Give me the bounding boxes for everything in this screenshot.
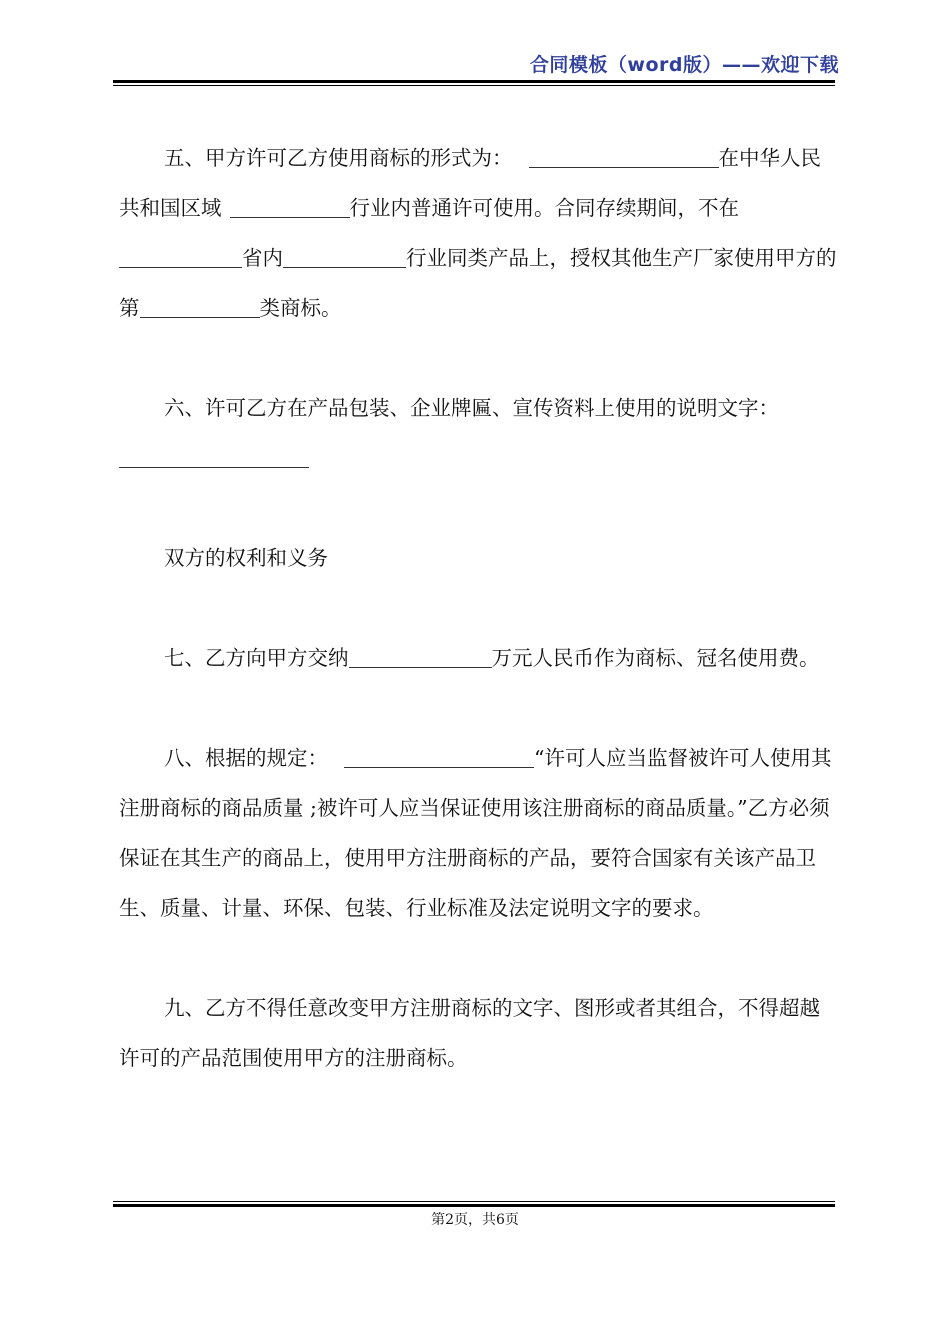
document-body bbox=[119, 133, 839, 1083]
blank-field bbox=[344, 747, 534, 769]
header-title: 合同模板（word版）——欢迎下载 bbox=[529, 54, 839, 76]
blank-field bbox=[140, 297, 260, 319]
page-number: 第2页，共6页 bbox=[431, 1212, 519, 1228]
clause-5-text-6: 类商标。 bbox=[259, 296, 342, 320]
footer-rule-thin bbox=[113, 1201, 835, 1202]
clause-6-blank-line bbox=[119, 433, 839, 483]
clause-5-text-1: 五、甲方许可乙方使用商标的形式为： bbox=[164, 146, 513, 170]
clause-9 bbox=[119, 983, 839, 1083]
clause-8-text-2: “许可人应当监督被许可人使用其注册商标的商品质量 ;被许可人应当保证使用该注册商标的商品质量。”乙方必须保证在其生产的商品上，使用甲方注册商标的产品，要符合国家有关该产品卫生、质量、计量、环保、包装、行业标准及法定说明文字的要求。 bbox=[119, 746, 832, 920]
clause-8-text-1: 八、根据的规定： bbox=[164, 746, 328, 770]
clause-9-text: 九、乙方不得任意改变甲方注册商标的文字、图形或者其组合，不得超越许可的产品范围使用甲方的注册商标。 bbox=[119, 996, 820, 1070]
clause-6-text: 六、许可乙方在产品包装、企业牌匾、宣传资料上使用的说明文字： bbox=[164, 396, 779, 420]
clause-7-text-2: 万元人民币作为商标、冠名使用费。 bbox=[491, 646, 820, 670]
clause-6 bbox=[119, 383, 839, 433]
clause-5-text-4: 省内 bbox=[242, 246, 283, 270]
blank-field bbox=[119, 247, 242, 269]
blank-field bbox=[119, 447, 309, 469]
header-rule-thin bbox=[113, 85, 835, 86]
clause-7 bbox=[119, 633, 839, 683]
header-rule-thick bbox=[113, 80, 835, 83]
clause-5-text-2: 在中华人民共和国区域 bbox=[119, 146, 821, 220]
clause-8 bbox=[119, 733, 839, 933]
clause-5-text-5: 行业同类产品上，授权其他生产厂家使用甲方的第 bbox=[119, 246, 837, 320]
clause-7-text-1: 七、乙方向甲方交纳 bbox=[164, 646, 349, 670]
clause-5-text-3: 行业内普通许可使用。合同存续期间，不在 bbox=[349, 196, 739, 220]
blank-field bbox=[349, 647, 492, 669]
blank-field bbox=[230, 197, 350, 219]
footer-rule-thick bbox=[113, 1204, 835, 1207]
clause-5 bbox=[119, 133, 839, 333]
blank-field bbox=[283, 247, 406, 269]
blank-field bbox=[529, 147, 719, 169]
section-heading: 双方的权利和义务 bbox=[164, 546, 328, 570]
